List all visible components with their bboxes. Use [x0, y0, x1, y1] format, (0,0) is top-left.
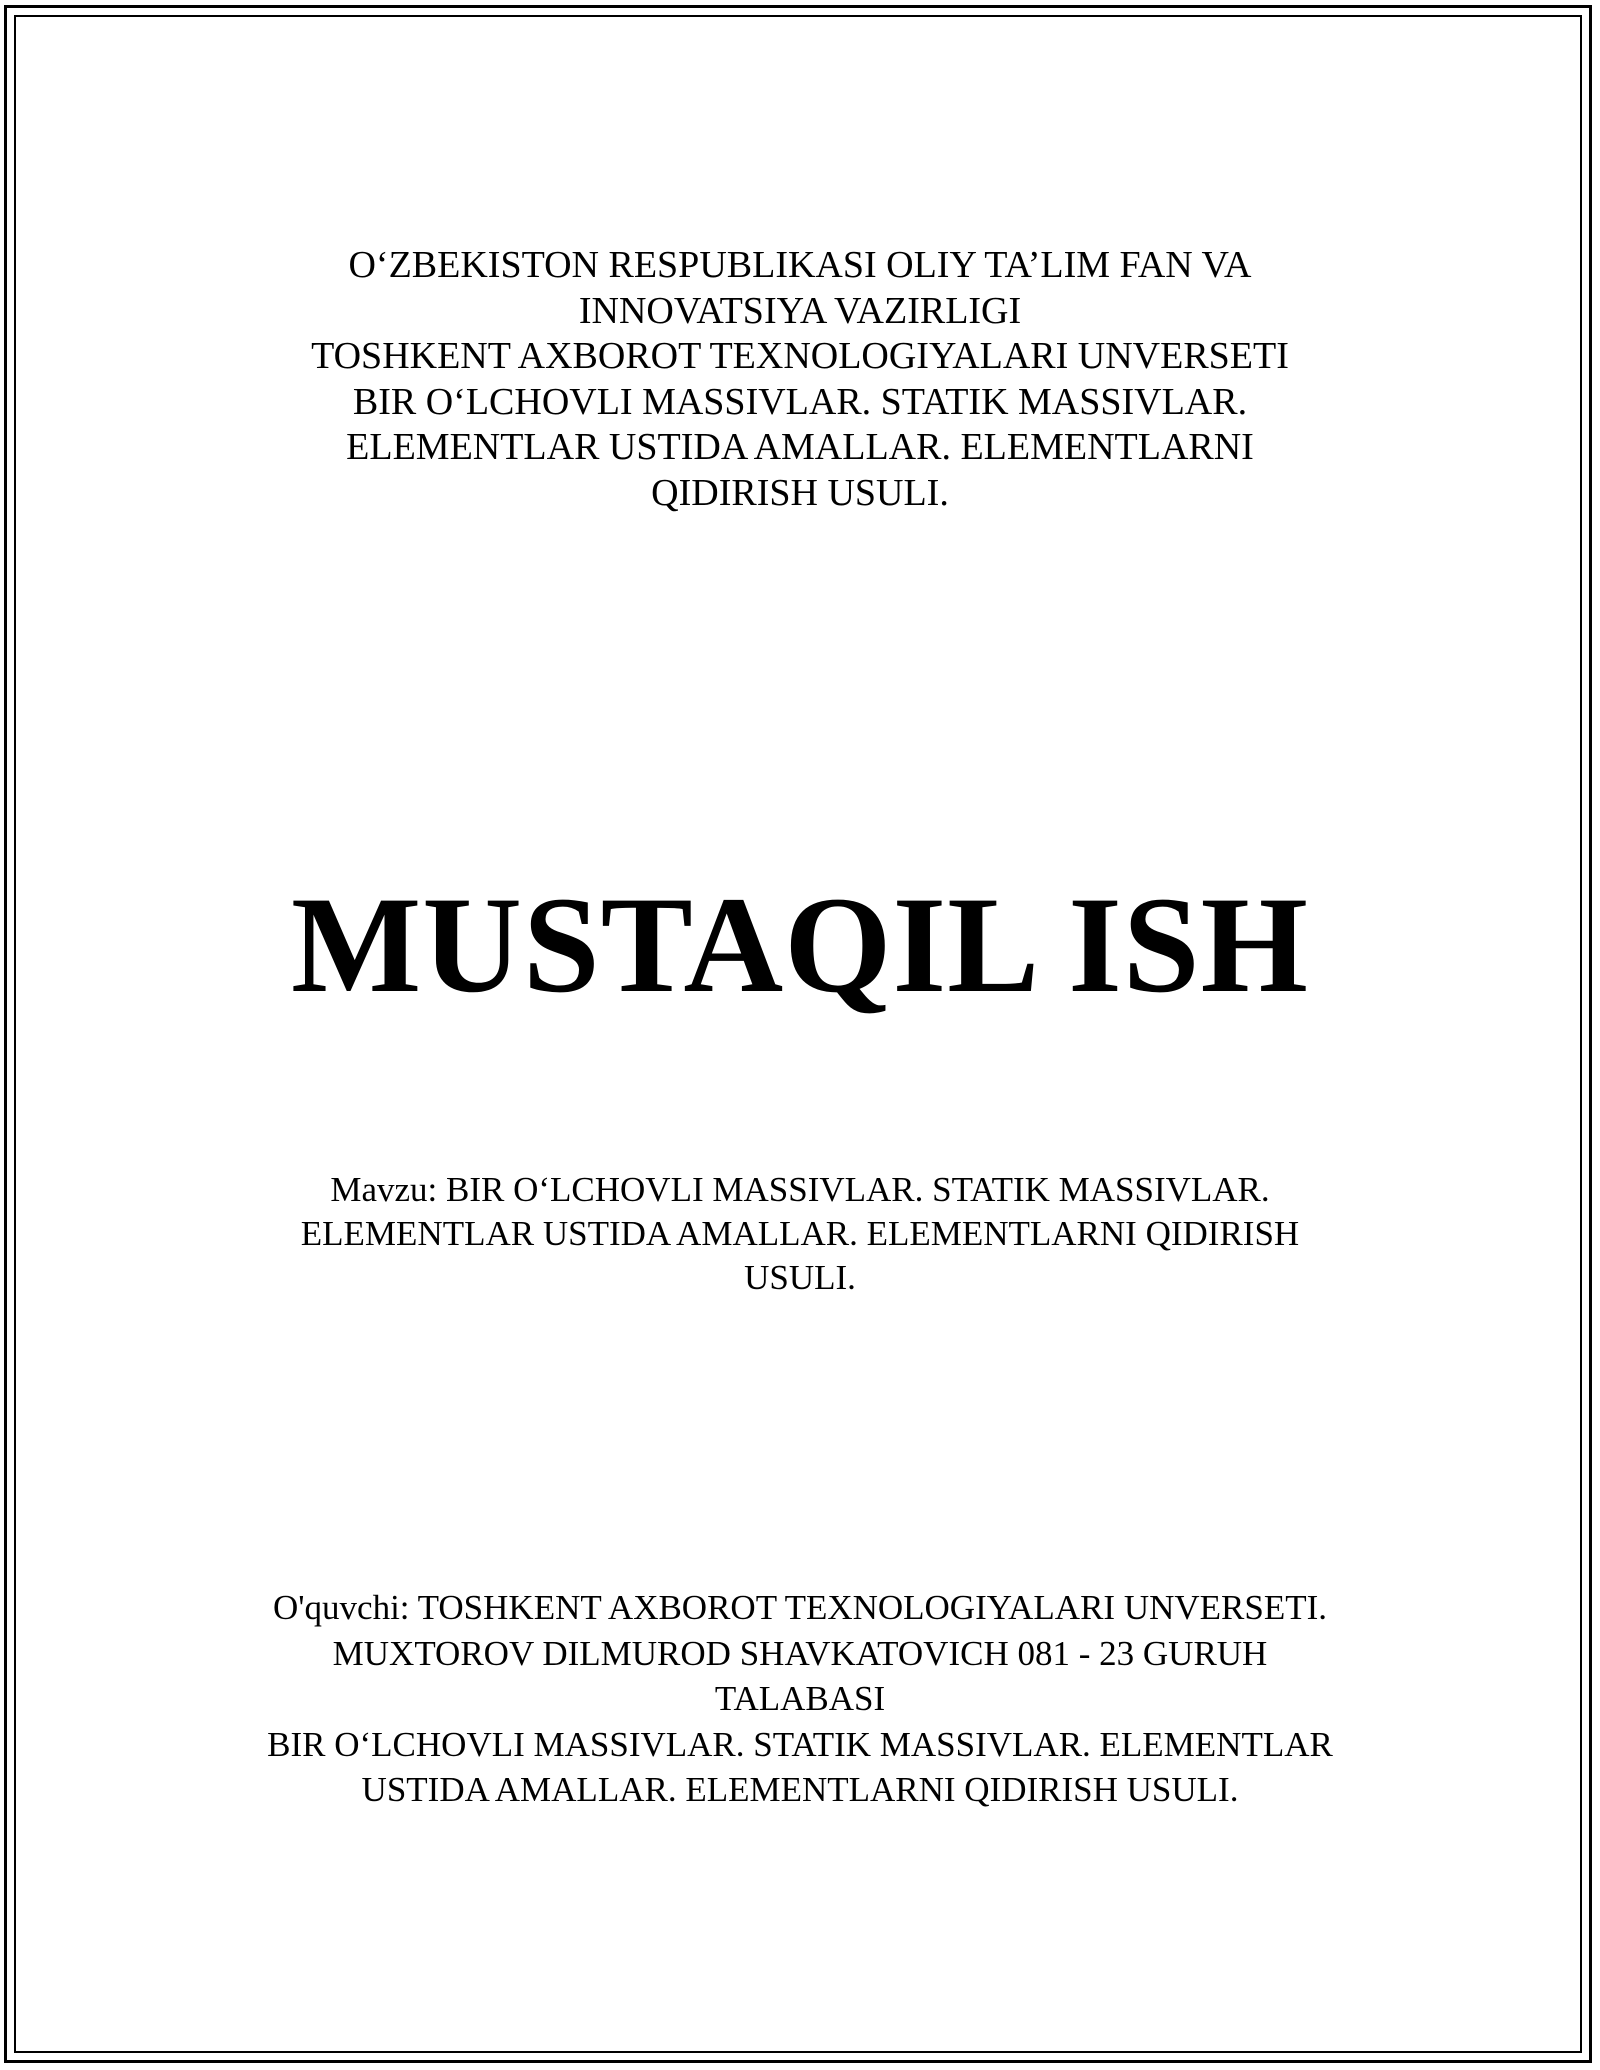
title-text: MUSTAQIL ISH [291, 868, 1309, 1021]
header-line: INNOVATSIYA VAZIRLIGI [578, 289, 1022, 332]
header-line: TOSHKENT AXBOROT TEXNOLOGIYALARI UNVERSETI [311, 335, 1289, 377]
institution-header [0, 243, 1600, 516]
student-line: TALABASI [714, 1679, 886, 1718]
header-line: BIR O‘LCHOVLI MASSIVLAR. STATIK MASSIVLAR. [352, 380, 1248, 423]
header-line: QIDIRISH USULI. [651, 471, 949, 514]
student-line: USTIDA AMALLAR. ELEMENTLARNI QIDIRISH USULI. [361, 1770, 1239, 1809]
topic-line: ELEMENTLAR USTIDA AMALLAR. ELEMENTLARNI QIDIRISH [300, 1214, 1300, 1253]
student-block [0, 1585, 1600, 1813]
student-line: MUXTOROV DILMUROD SHAVKATOVICH 081 - 23 GURUH [332, 1633, 1268, 1673]
topic-block [0, 1168, 1600, 1300]
student-line: O'quvchi: TOSHKENT AXBOROT TEXNOLOGIYALARI UNVERSETI. [272, 1588, 1328, 1627]
topic-line: Mavzu: BIR O‘LCHOVLI MASSIVLAR. STATIK MASSIVLAR. [330, 1170, 1270, 1209]
header-line: O‘ZBEKISTON RESPUBLIKASI OLIY TA’LIM FAN VA [348, 244, 1252, 286]
header-line: ELEMENTLAR USTIDA AMALLAR. ELEMENTLARNI [346, 426, 1254, 468]
topic-line: USULI. [744, 1258, 856, 1297]
student-line: BIR O‘LCHOVLI MASSIVLAR. STATIK MASSIVLAR. ELEMENTLAR [267, 1724, 1333, 1764]
document-title [0, 870, 1600, 1020]
